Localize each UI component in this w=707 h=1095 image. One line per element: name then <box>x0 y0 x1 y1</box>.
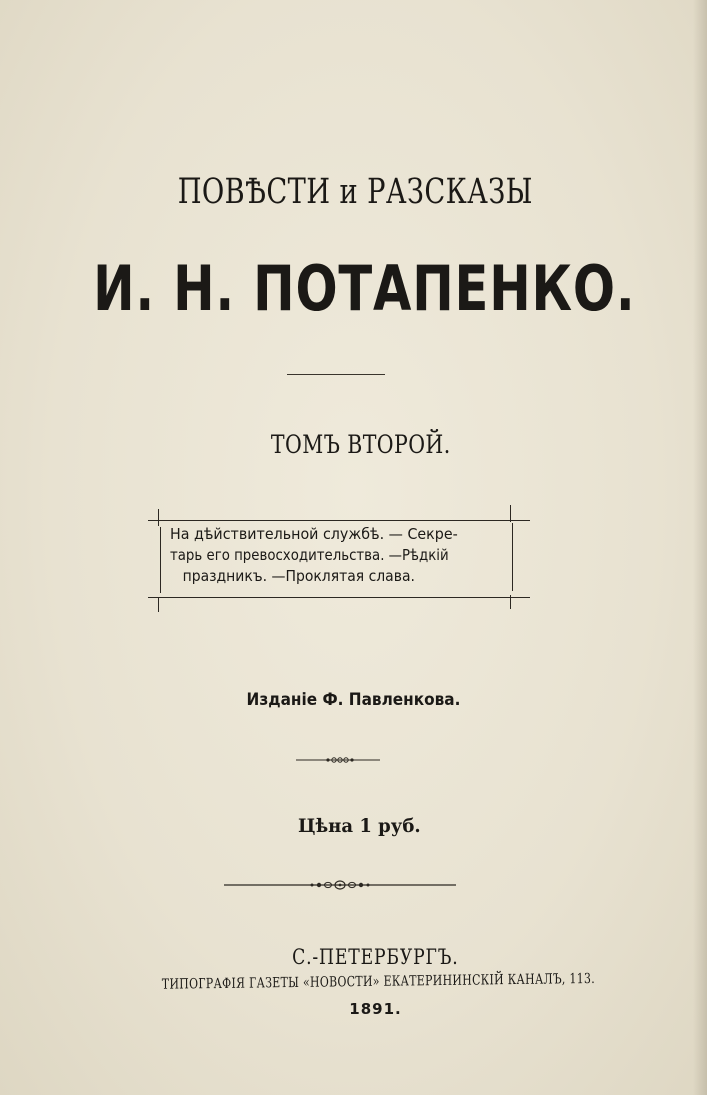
subtitle: ПОВѢСТИ и РАЗСКАЗЫ <box>177 172 533 212</box>
price-line: Цѣна 1 руб. <box>298 815 421 837</box>
separator-rule <box>287 374 385 375</box>
ornament-large <box>224 878 456 892</box>
contents-box-tick <box>158 509 159 526</box>
contents-box-right-rule <box>512 523 513 591</box>
contents-box-tick <box>158 598 159 612</box>
city-line: С.-ПЕТЕРБУРГЪ. <box>292 945 459 969</box>
contents-box-bottom-rule <box>148 597 530 598</box>
contents-box-left-rule <box>160 527 161 593</box>
contents-text <box>170 524 510 587</box>
contents-box-tick <box>510 595 511 609</box>
page-edge-shadow <box>693 0 707 1095</box>
publisher-line: Изданіе Ф. Павленкова. <box>246 690 461 710</box>
contents-line: На дѣйствительной службѣ. — Секре- <box>170 525 458 543</box>
year-line: 1891. <box>349 1000 402 1018</box>
contents-box <box>148 505 528 603</box>
volume-label: ТОМЪ ВТОРОЙ. <box>270 430 451 459</box>
contents-line: праздникъ. —Проклятая слава. <box>182 567 415 585</box>
contents-line: тарь его превосходительства. —Рѣдкій <box>170 546 449 564</box>
contents-box-tick <box>510 505 511 522</box>
contents-box-top-rule <box>148 520 530 521</box>
ornament-small <box>296 755 380 765</box>
author-name: И. Н. ПОТАПЕНКО. <box>93 252 636 325</box>
printer-line: ТИПОГРАФІЯ ГАЗЕТЫ «НОВОСТИ» ЕКАТЕРИНИНСКІЙ КАНАЛЪ, 113. <box>161 970 596 993</box>
